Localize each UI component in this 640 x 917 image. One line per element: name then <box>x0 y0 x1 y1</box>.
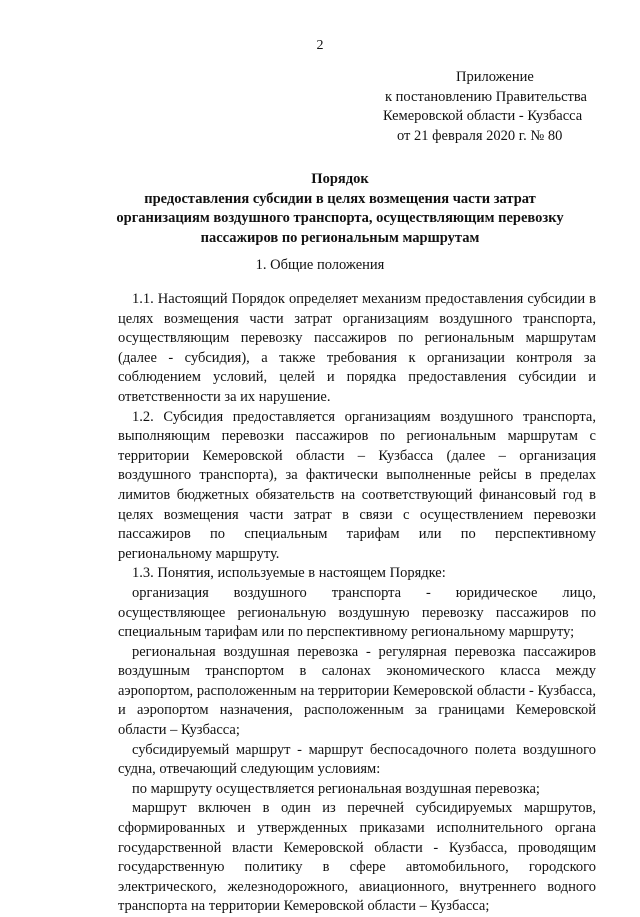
paragraph-1-2: 1.2. Субсидия предоставляется организациям воздушного транспорта, выполняющим перевозки пассажиров по региональным маршрутам с территории Кемеровской области – Кузбасса (далее – организация воздушного транспорта), за фактически выполненные рейсы в пределах лимитов бюджетных обязательств на соответствующий финансовый год в целях возмещения части затрат в связи с осуществлением перевозки пассажиров по специальным тарифам или по перспективному региональному маршруту. <box>118 408 596 562</box>
paragraph-1-3: 1.3. Понятия, используемые в настоящем Порядке: <box>132 565 446 582</box>
document-title <box>80 170 600 248</box>
route-condition-2: маршрут включен в один из перечней субсидируемых маршрутов, сформированных и утвержденных приказами исполнительного органа государственной власти Кемеровской области - Кузбасса, проводящим государственную политику в сфере автомобильного, городского электрического, железнодорожного, авиационного, внутреннего водного транспорта на территории Кемеровской области – Кузбасса; <box>118 800 596 915</box>
document-body <box>118 290 596 917</box>
definition-subsidized-route: субсидируемый маршрут - маршрут беспосадочного полета воздушного судна, отвечающий следующим условиям: <box>118 741 596 778</box>
title-line-4: пассажиров по региональным маршрутам <box>200 229 480 246</box>
appendix-line-2: к постановлению Правительства <box>385 88 587 105</box>
title-line-1: Порядок <box>311 171 369 187</box>
definition-regional-transport: региональная воздушная перевозка - регулярная перевозка пассажиров воздушным транспортом в салонах экономического класса между аэропортом, расположенным на территории Кемеровской области - Кузбасса, и аэропортом назначения, расположенным за границами Кемеровской области – Кузбасса; <box>118 643 596 739</box>
title-line-2: предоставления субсидии в целях возмещения части затрат <box>144 190 536 207</box>
paragraph-1-1: 1.1. Настоящий Порядок определяет механизм предоставления субсидии в целях возмещения части затрат организациям воздушного транспорта, осуществляющим перевозку пассажиров по региональным маршрутам (далее - субсидия), а также требования к организации контроля за соблюдением условий, целей и порядка предоставления субсидии и ответственности за их нарушение. <box>118 291 596 405</box>
appendix-header <box>380 68 610 146</box>
appendix-line-3: Кемеровской области - Кузбасса <box>383 108 583 124</box>
section-heading: 1. Общие положения <box>255 257 385 273</box>
appendix-line-1: Приложение <box>456 69 534 85</box>
page-number: 2 <box>316 38 324 53</box>
definition-organization: организация воздушного транспорта - юридическое лицо, осуществляющее региональную воздушную перевозку пассажиров по специальным тарифам или по перспективному региональному маршруту; <box>118 584 596 641</box>
appendix-line-4: от 21 февраля 2020 г. № 80 <box>397 127 563 144</box>
route-condition-1: по маршруту осуществляется региональная воздушная перевозка; <box>132 780 540 797</box>
title-line-3: организациям воздушного транспорта, осуществляющим перевозку <box>116 210 564 226</box>
